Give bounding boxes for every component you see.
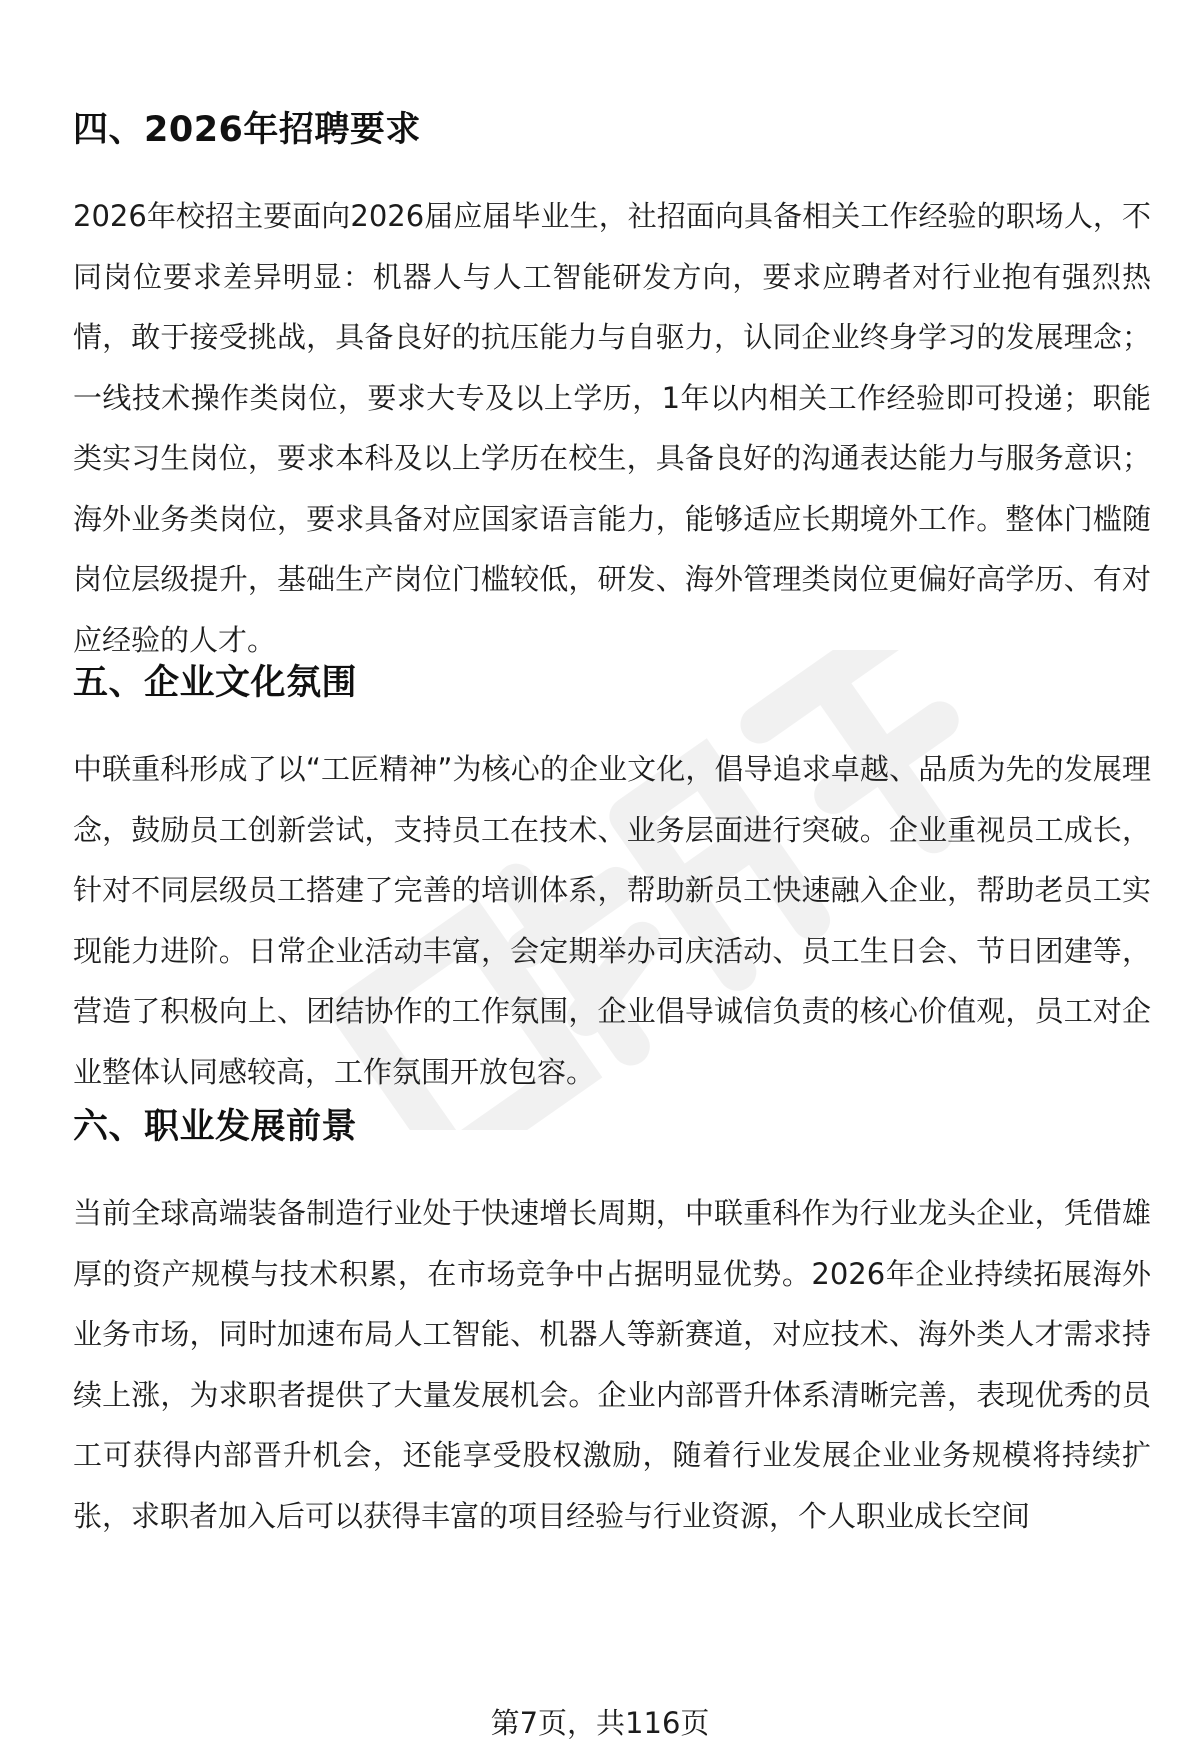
section-5-body: 中联重科形成了以“工匠精神”为核心的企业文化，倡导追求卓越、品质为先的发展理念，鼓励员工创新尝试，支持员工在技术、业务层面进行突破。企业重视员工成长，针对不同层级员工搭建了完善的培训体系，帮助新员工快速融入企业，帮助老员工实现能力进阶。日常企业活动丰富，会定期举办司庆活动、员工生日会、节日团建等，营造了积极向上、团结协作的工作氛围，企业倡导诚信负责的核心价值观，员工对企业整体认同感较高，工作氛围开放包容。	[73, 752, 1151, 1089]
section-6-heading: 六、职业发展前景	[73, 1107, 358, 1147]
page-number: 第7页，共116页	[490, 1706, 710, 1740]
section-6-body: 当前全球高端装备制造行业处于快速增长周期，中联重科作为行业龙头企业，凭借雄厚的资产规模与技术积累，在市场竞争中占据明显优势。2026年企业持续拓展海外业务市场，同时加速布局人工智能、机器人等新赛道，对应技术、海外类人才需求持续上涨，为求职者提供了大量发展机会。企业内部晋升体系清晰完善，表现优秀的员工可获得内部晋升机会，还能享受股权激励，随着行业发展企业业务规模将持续扩张，求职者加入后可以获得丰富的项目经验与行业资源，个人职业成长空间	[73, 1196, 1151, 1533]
section-4-heading: 四、2026年招聘要求	[73, 110, 421, 150]
section-5-heading: 五、企业文化氛围	[73, 663, 358, 703]
section-4-body: 2026年校招主要面向2026届应届毕业生，社招面向具备相关工作经验的职场人，不同岗位要求差异明显：机器人与人工智能研发方向，要求应聘者对行业抱有强烈热情，敢于接受挑战，具备良好的抗压能力与自驱力，认同企业终身学习的发展理念；一线技术操作类岗位，要求大专及以上学历，1年以内相关工作经验即可投递；职能类实习生岗位，要求本科及以上学历在校生，具备良好的沟通表达能力与服务意识；海外业务类岗位，要求具备对应国家语言能力，能够适应长期境外工作。整体门槛随岗位层级提升，基础生产岗位门槛较低，研发、海外管理类岗位更偏好高学历、有对应经验的人才。	[73, 199, 1151, 657]
